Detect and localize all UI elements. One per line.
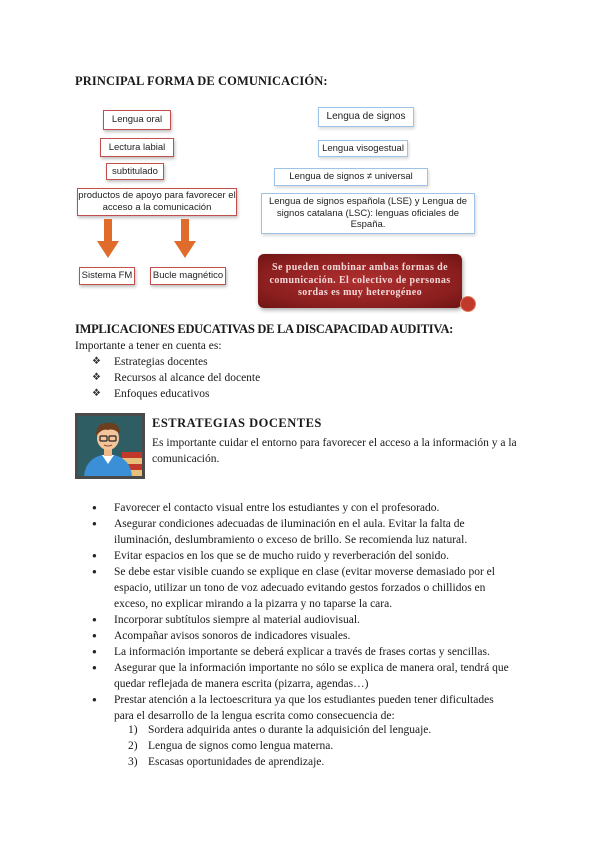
- strategies-title: ESTRATEGIAS DOCENTES: [152, 416, 322, 430]
- list-item: ● Favorecer el contacto visual entre los estudiantes y con el profesorado.: [92, 500, 510, 516]
- box-bucle-magnetico: Bucle magnético: [150, 267, 226, 285]
- teacher-icon: [74, 412, 146, 480]
- arrow-down-right-icon: [173, 219, 197, 259]
- list-item: 3) Escasas oportunidades de aprendizaje.: [128, 756, 325, 768]
- list-item: ❖ Recursos al alcance del docente: [92, 370, 260, 386]
- banner-combinar: Se pueden combinar ambas formas de comunicación. El colectivo de personas sordas es muy heterogéneo: [258, 254, 462, 308]
- box-subtitulado: subtitulado: [106, 163, 164, 180]
- section-title-communication: PRINCIPAL FORMA DE COMUNICACIÓN:: [75, 74, 328, 88]
- box-productos-apoyo: productos de apoyo para favorecer el acceso a la comunicación: [77, 188, 237, 216]
- list-item: 2) Lengua de signos como lengua materna.: [128, 740, 334, 752]
- box-no-universal: Lengua de signos ≠ universal: [274, 168, 428, 186]
- implicaciones-list: [92, 354, 260, 402]
- strategies-intro: Es importante cuidar el entorno para favorecer el acceso a la información y a la comunicación.: [152, 437, 517, 465]
- list-item: ● Evitar espacios en los que se de mucho ruido y reverberación del sonido.: [92, 548, 510, 564]
- list-item: ● Asegurar que la información importante no sólo se explica de manera oral, tendrá que quedar reflejada de manera escrita (pizarra, agendas…): [92, 660, 510, 692]
- box-sistema-fm: Sistema FM: [79, 267, 135, 285]
- box-lengua-visogestual: Lengua visogestual: [318, 140, 408, 157]
- numbered-list: [128, 722, 488, 770]
- list-item: ● Asegurar condiciones adecuadas de iluminación en el aula. Evitar la falta de iluminación, deslumbramiento o exceso de brillo. Se recomienda luz natural.: [92, 516, 510, 548]
- box-lengua-signos: Lengua de signos: [318, 107, 414, 127]
- list-item: ❖ Estrategias docentes: [92, 354, 260, 370]
- strategies-list: [92, 500, 510, 724]
- list-item: ● Acompañar avisos sonoros de indicadores visuales.: [92, 628, 510, 644]
- list-item: ● Incorporar subtítulos siempre al material audiovisual.: [92, 612, 510, 628]
- list-item: 1) Sordera adquirida antes o durante la adquisición del lenguaje.: [128, 724, 432, 736]
- box-lse-lsc: Lengua de signos española (LSE) y Lengua de signos catalana (LSC): lenguas oficiales de España.: [261, 193, 475, 234]
- list-item: ● Se debe estar visible cuando se explique en clase (evitar moverse demasiado por el espacio, utilizar un tono de voz adecuado evitando gestos forzados o chillidos en exceso, no explicar mirando a la pizarra y no taparse la cara.: [92, 564, 510, 612]
- arrow-down-left-icon: [96, 219, 120, 259]
- box-lectura-labial: Lectura labial: [100, 138, 174, 157]
- list-item: ● La información importante se deberá explicar a través de frases cortas y sencillas.: [92, 644, 510, 660]
- list-item: ● Prestar atención a la lectoescritura ya que los estudiantes pueden tener dificultades para el desarrollo de la lengua escrita como consecuencia de:: [92, 692, 510, 724]
- section-title-implicaciones: IMPLICACIONES EDUCATIVAS DE LA DISCAPACIDAD AUDITIVA:: [75, 322, 454, 336]
- box-lengua-oral: Lengua oral: [103, 110, 171, 130]
- list-item: ❖ Enfoques educativos: [92, 386, 260, 402]
- decorative-dot: [460, 296, 476, 312]
- intro-text: Importante a tener en cuenta es:: [75, 340, 222, 352]
